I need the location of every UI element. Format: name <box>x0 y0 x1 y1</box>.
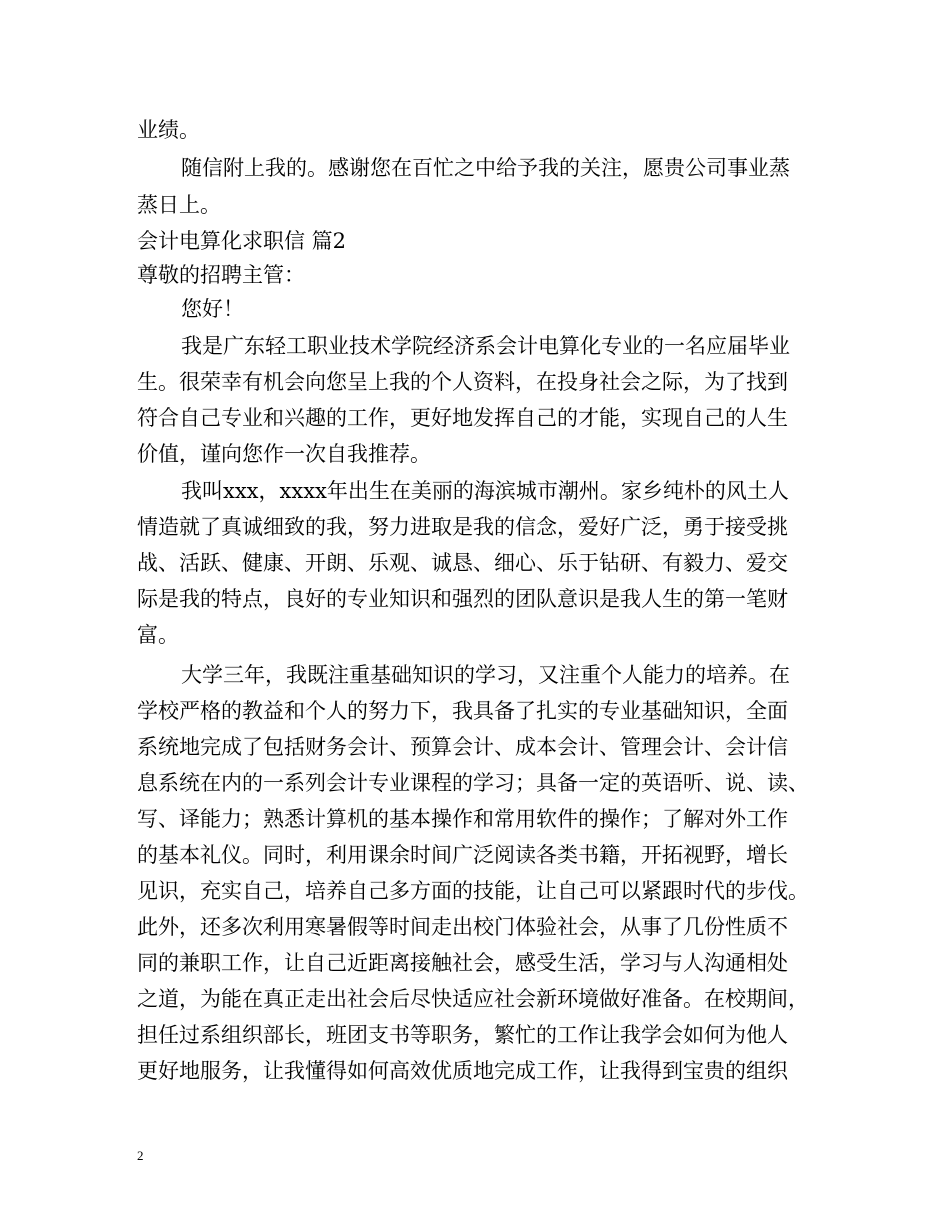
page-number: 2 <box>137 1148 144 1163</box>
text-line: 此外，还多次利用寒暑假等时间走出校门体验社会，从事了几份性质不 <box>137 915 788 939</box>
text-line: 业绩。 <box>137 118 200 142</box>
text-line: 学校严格的教益和个人的努力下，我具备了扎实的专业基础知识，全面 <box>137 699 788 723</box>
text-line: 符合自己专业和兴趣的工作，更好地发挥自己的才能，实现自己的人生 <box>137 406 788 430</box>
text-line: 战、活跃、健康、开朗、乐观、诚恳、细心、乐于钻研、有毅力、爱交 <box>137 551 788 575</box>
greeting: 您好！ <box>181 297 244 321</box>
text-line: 写、译能力；熟悉计算机的基本操作和常用软件的操作；了解对外工作 <box>137 807 788 831</box>
text-line: 情造就了真诚细致的我，努力进取是我的信念，爱好广泛，勇于接受挑 <box>137 515 788 539</box>
text-line: 价值，谨向您作一次自我推荐。 <box>137 442 431 466</box>
text-line: 生。很荣幸有机会向您呈上我的个人资料，在投身社会之际，为了找到 <box>137 370 788 394</box>
text-line: 我是广东轻工职业技术学院经济系会计电算化专业的一名应届毕业 <box>181 334 790 358</box>
text-line: 之道，为能在真正走出社会后尽快适应社会新环境做好准备。在校期间， <box>137 987 809 1011</box>
salutation: 尊敬的招聘主管： <box>137 263 305 287</box>
text-line: 担任过系组织部长，班团支书等职务，繁忙的工作让我学会如何为他人 <box>137 1023 788 1047</box>
section-heading: 会计电算化求职信 篇2 <box>137 229 347 253</box>
text-line: 富。 <box>137 623 179 647</box>
text-line: 随信附上我的。感谢您在百忙之中给予我的关注，愿贵公司事业蒸 <box>181 156 790 180</box>
text-line: 见识，充实自己，培养自己多方面的技能，让自己可以紧跟时代的步伐。 <box>137 879 809 903</box>
text-line: 蒸日上。 <box>137 193 221 217</box>
text-line: 我叫xxx，xxxx年出生在美丽的海滨城市潮州。家乡纯朴的风土人 <box>181 479 789 503</box>
text-line: 的基本礼仪。同时，利用课余时间广泛阅读各类书籍，开拓视野，增长 <box>137 843 788 867</box>
text-line: 更好地服务，让我懂得如何高效优质地完成工作，让我得到宝贵的组织 <box>137 1059 788 1083</box>
text-line: 大学三年，我既注重基础知识的学习，又注重个人能力的培养。在 <box>181 663 790 687</box>
text-line: 际是我的特点，良好的专业知识和强烈的团队意识是我人生的第一笔财 <box>137 587 788 611</box>
text-line: 息系统在内的一系列会计专业课程的学习；具备一定的英语听、说、读、 <box>137 771 809 795</box>
text-line: 同的兼职工作，让自己近距离接触社会，感受生活，学习与人沟通相处 <box>137 951 788 975</box>
text-line: 系统地完成了包括财务会计、预算会计、成本会计、管理会计、会计信 <box>137 735 788 759</box>
